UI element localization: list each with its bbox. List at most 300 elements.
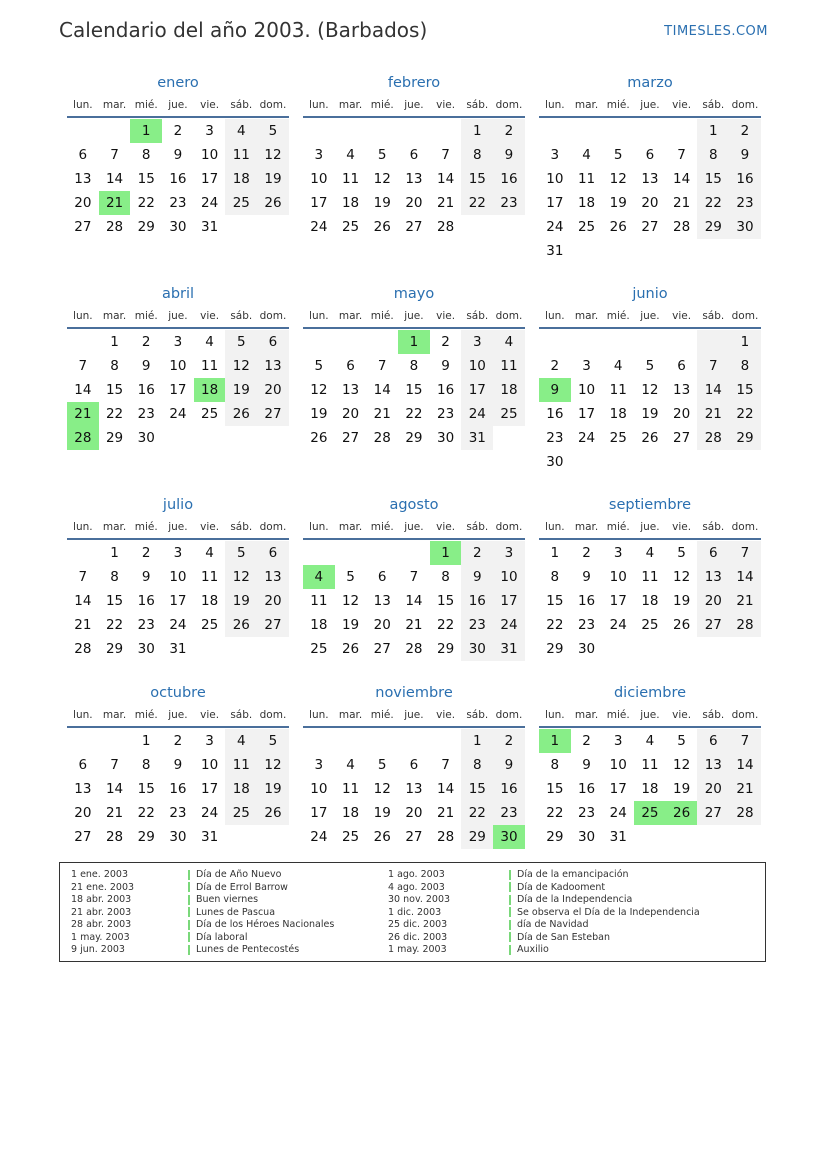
- day-cell[interactable]: 27: [257, 402, 289, 426]
- day-cell[interactable]: 19: [641, 406, 659, 422]
- day-cell[interactable]: 23: [546, 430, 564, 446]
- day-cell[interactable]: 8: [461, 143, 493, 167]
- day-cell[interactable]: 14: [105, 171, 124, 187]
- day-cell[interactable]: 7: [110, 757, 119, 773]
- day-cell[interactable]: 19: [310, 406, 328, 422]
- day-cell[interactable]: 7: [697, 354, 729, 378]
- day-cell[interactable]: 24: [609, 617, 627, 633]
- day-cell[interactable]: 20: [641, 195, 659, 211]
- day-cell[interactable]: 28: [373, 430, 391, 446]
- day-cell[interactable]: 12: [257, 753, 289, 777]
- day-cell[interactable]: 20: [405, 195, 423, 211]
- day-cell[interactable]: 16: [137, 382, 155, 398]
- day-cell[interactable]: 11: [341, 781, 360, 797]
- day-cell[interactable]: 26: [225, 613, 257, 637]
- day-cell[interactable]: 27: [405, 219, 423, 235]
- day-cell[interactable]: 22: [697, 191, 729, 215]
- day-cell[interactable]: 8: [110, 358, 119, 374]
- day-cell[interactable]: 11: [201, 358, 219, 374]
- day-cell[interactable]: 30: [461, 637, 493, 661]
- day-cell[interactable]: 16: [461, 589, 493, 613]
- day-cell[interactable]: 3: [314, 757, 324, 773]
- holiday-day-cell[interactable]: 21: [99, 191, 131, 215]
- day-cell[interactable]: 28: [729, 613, 761, 637]
- day-cell[interactable]: 6: [78, 757, 88, 773]
- day-cell[interactable]: 5: [225, 541, 257, 565]
- day-cell[interactable]: 30: [577, 641, 596, 657]
- day-cell[interactable]: 25: [493, 402, 525, 426]
- day-cell[interactable]: 6: [697, 729, 729, 753]
- day-cell[interactable]: 3: [582, 358, 591, 374]
- day-cell[interactable]: 11: [493, 354, 525, 378]
- day-cell[interactable]: 27: [673, 430, 691, 446]
- day-cell[interactable]: 13: [74, 171, 92, 187]
- day-cell[interactable]: 18: [310, 617, 328, 633]
- day-cell[interactable]: 24: [493, 613, 525, 637]
- day-cell[interactable]: 11: [310, 593, 328, 609]
- day-cell[interactable]: 30: [169, 829, 187, 845]
- day-cell[interactable]: 12: [373, 171, 391, 187]
- day-cell[interactable]: 15: [546, 593, 564, 609]
- day-cell[interactable]: 27: [697, 613, 729, 637]
- day-cell[interactable]: 17: [310, 805, 328, 821]
- day-cell[interactable]: 30: [137, 430, 155, 446]
- day-cell[interactable]: 13: [373, 593, 391, 609]
- day-cell[interactable]: 18: [341, 805, 360, 821]
- day-cell[interactable]: 22: [461, 801, 493, 825]
- day-cell[interactable]: 14: [437, 781, 455, 797]
- day-cell[interactable]: 14: [729, 753, 761, 777]
- day-cell[interactable]: 23: [437, 406, 455, 422]
- day-cell[interactable]: 2: [550, 358, 560, 374]
- day-cell[interactable]: 23: [577, 805, 596, 821]
- day-cell[interactable]: 20: [373, 617, 391, 633]
- day-cell[interactable]: 27: [697, 801, 729, 825]
- brand-link[interactable]: TIMESLES.COM: [664, 24, 768, 39]
- day-cell[interactable]: 29: [697, 215, 729, 239]
- day-cell[interactable]: 2: [461, 541, 493, 565]
- day-cell[interactable]: 31: [201, 219, 219, 235]
- day-cell[interactable]: 29: [546, 641, 564, 657]
- day-cell[interactable]: 19: [373, 805, 391, 821]
- day-cell[interactable]: 5: [346, 569, 355, 585]
- day-cell[interactable]: 11: [225, 753, 257, 777]
- day-cell[interactable]: 13: [697, 565, 729, 589]
- day-cell[interactable]: 25: [641, 617, 659, 633]
- day-cell[interactable]: 12: [341, 593, 360, 609]
- day-cell[interactable]: 24: [577, 430, 596, 446]
- day-cell[interactable]: 25: [609, 430, 627, 446]
- day-cell[interactable]: 18: [201, 593, 219, 609]
- day-cell[interactable]: 8: [697, 143, 729, 167]
- day-cell[interactable]: 26: [257, 191, 289, 215]
- day-cell[interactable]: 22: [137, 195, 155, 211]
- day-cell[interactable]: 5: [225, 330, 257, 354]
- day-cell[interactable]: 26: [373, 219, 391, 235]
- day-cell[interactable]: 9: [493, 753, 525, 777]
- day-cell[interactable]: 29: [105, 430, 124, 446]
- day-cell[interactable]: 6: [409, 757, 419, 773]
- day-cell[interactable]: 3: [493, 541, 525, 565]
- day-cell[interactable]: 21: [105, 805, 124, 821]
- day-cell[interactable]: 15: [729, 378, 761, 402]
- day-cell[interactable]: 22: [461, 191, 493, 215]
- day-cell[interactable]: 14: [373, 382, 391, 398]
- day-cell[interactable]: 24: [461, 402, 493, 426]
- day-cell[interactable]: 10: [609, 569, 627, 585]
- day-cell[interactable]: 7: [78, 358, 88, 374]
- day-cell[interactable]: 7: [78, 569, 88, 585]
- day-cell[interactable]: 17: [609, 593, 627, 609]
- day-cell[interactable]: 3: [550, 147, 560, 163]
- day-cell[interactable]: 23: [729, 191, 761, 215]
- day-cell[interactable]: 4: [645, 545, 655, 561]
- day-cell[interactable]: 15: [546, 781, 564, 797]
- day-cell[interactable]: 17: [609, 781, 627, 797]
- day-cell[interactable]: 15: [405, 382, 423, 398]
- day-cell[interactable]: 3: [205, 733, 214, 749]
- day-cell[interactable]: 21: [697, 402, 729, 426]
- day-cell[interactable]: 17: [493, 589, 525, 613]
- holiday-day-cell[interactable]: 1: [130, 119, 162, 143]
- day-cell[interactable]: 21: [373, 406, 391, 422]
- day-cell[interactable]: 14: [405, 593, 423, 609]
- day-cell[interactable]: 19: [673, 593, 691, 609]
- day-cell[interactable]: 21: [729, 589, 761, 613]
- day-cell[interactable]: 9: [582, 569, 591, 585]
- day-cell[interactable]: 10: [201, 147, 219, 163]
- day-cell[interactable]: 28: [405, 641, 423, 657]
- day-cell[interactable]: 20: [257, 589, 289, 613]
- day-cell[interactable]: 29: [546, 829, 564, 845]
- day-cell[interactable]: 12: [225, 354, 257, 378]
- day-cell[interactable]: 12: [609, 171, 627, 187]
- day-cell[interactable]: 12: [641, 382, 659, 398]
- day-cell[interactable]: 6: [377, 569, 387, 585]
- day-cell[interactable]: 25: [201, 406, 219, 422]
- day-cell[interactable]: 22: [437, 617, 455, 633]
- day-cell[interactable]: 7: [441, 147, 450, 163]
- holiday-day-cell[interactable]: 1: [539, 729, 571, 753]
- holiday-day-cell[interactable]: 4: [303, 565, 335, 589]
- day-cell[interactable]: 16: [577, 593, 596, 609]
- day-cell[interactable]: 18: [577, 195, 596, 211]
- day-cell[interactable]: 15: [461, 777, 493, 801]
- day-cell[interactable]: 31: [609, 829, 627, 845]
- day-cell[interactable]: 13: [257, 565, 289, 589]
- day-cell[interactable]: 15: [697, 167, 729, 191]
- day-cell[interactable]: 4: [205, 545, 214, 561]
- day-cell[interactable]: 28: [105, 829, 124, 845]
- day-cell[interactable]: 21: [74, 617, 92, 633]
- day-cell[interactable]: 20: [697, 589, 729, 613]
- day-cell[interactable]: 3: [314, 147, 324, 163]
- day-cell[interactable]: 8: [550, 569, 560, 585]
- day-cell[interactable]: 29: [105, 641, 124, 657]
- day-cell[interactable]: 27: [341, 430, 360, 446]
- day-cell[interactable]: 25: [310, 641, 328, 657]
- day-cell[interactable]: 30: [729, 215, 761, 239]
- day-cell[interactable]: 20: [405, 805, 423, 821]
- day-cell[interactable]: 25: [341, 829, 360, 845]
- day-cell[interactable]: 16: [493, 777, 525, 801]
- day-cell[interactable]: 27: [405, 829, 423, 845]
- day-cell[interactable]: 14: [673, 171, 691, 187]
- day-cell[interactable]: 30: [169, 219, 187, 235]
- day-cell[interactable]: 24: [169, 617, 187, 633]
- day-cell[interactable]: 21: [729, 777, 761, 801]
- day-cell[interactable]: 12: [673, 569, 691, 585]
- day-cell[interactable]: 13: [257, 354, 289, 378]
- day-cell[interactable]: 9: [173, 147, 183, 163]
- day-cell[interactable]: 1: [461, 729, 493, 753]
- day-cell[interactable]: 12: [257, 143, 289, 167]
- day-cell[interactable]: 20: [74, 195, 92, 211]
- holiday-day-cell[interactable]: 25: [634, 801, 666, 825]
- day-cell[interactable]: 8: [461, 753, 493, 777]
- day-cell[interactable]: 2: [141, 334, 151, 350]
- day-cell[interactable]: 4: [613, 358, 623, 374]
- day-cell[interactable]: 18: [225, 167, 257, 191]
- day-cell[interactable]: 28: [74, 641, 92, 657]
- day-cell[interactable]: 2: [729, 119, 761, 143]
- day-cell[interactable]: 16: [577, 781, 596, 797]
- day-cell[interactable]: 13: [673, 382, 691, 398]
- day-cell[interactable]: 16: [729, 167, 761, 191]
- day-cell[interactable]: 29: [137, 829, 155, 845]
- day-cell[interactable]: 1: [141, 733, 151, 749]
- day-cell[interactable]: 31: [546, 243, 564, 259]
- day-cell[interactable]: 28: [697, 426, 729, 450]
- day-cell[interactable]: 10: [461, 354, 493, 378]
- day-cell[interactable]: 1: [697, 119, 729, 143]
- day-cell[interactable]: 1: [110, 545, 119, 561]
- day-cell[interactable]: 10: [201, 757, 219, 773]
- day-cell[interactable]: 1: [550, 545, 560, 561]
- day-cell[interactable]: 19: [609, 195, 627, 211]
- day-cell[interactable]: 3: [205, 123, 214, 139]
- day-cell[interactable]: 22: [105, 617, 124, 633]
- holiday-day-cell[interactable]: 30: [493, 825, 525, 849]
- day-cell[interactable]: 4: [645, 733, 655, 749]
- day-cell[interactable]: 27: [74, 219, 92, 235]
- day-cell[interactable]: 28: [673, 219, 691, 235]
- day-cell[interactable]: 24: [310, 219, 328, 235]
- day-cell[interactable]: 14: [74, 593, 92, 609]
- day-cell[interactable]: 13: [405, 781, 423, 797]
- day-cell[interactable]: 5: [613, 147, 623, 163]
- day-cell[interactable]: 4: [582, 147, 591, 163]
- day-cell[interactable]: 5: [377, 757, 387, 773]
- day-cell[interactable]: 14: [697, 378, 729, 402]
- day-cell[interactable]: 2: [493, 119, 525, 143]
- day-cell[interactable]: 15: [105, 593, 124, 609]
- day-cell[interactable]: 19: [225, 589, 257, 613]
- day-cell[interactable]: 22: [405, 406, 423, 422]
- day-cell[interactable]: 23: [169, 195, 187, 211]
- day-cell[interactable]: 4: [346, 757, 355, 773]
- day-cell[interactable]: 5: [677, 733, 686, 749]
- holiday-day-cell[interactable]: 18: [194, 378, 226, 402]
- day-cell[interactable]: 19: [225, 378, 257, 402]
- day-cell[interactable]: 31: [201, 829, 219, 845]
- day-cell[interactable]: 28: [437, 829, 455, 845]
- day-cell[interactable]: 12: [373, 781, 391, 797]
- holiday-day-cell[interactable]: 28: [67, 426, 99, 450]
- day-cell[interactable]: 30: [577, 829, 596, 845]
- day-cell[interactable]: 31: [169, 641, 187, 657]
- day-cell[interactable]: 23: [461, 613, 493, 637]
- day-cell[interactable]: 19: [373, 195, 391, 211]
- day-cell[interactable]: 16: [169, 171, 187, 187]
- day-cell[interactable]: 21: [437, 805, 455, 821]
- day-cell[interactable]: 29: [437, 641, 455, 657]
- day-cell[interactable]: 15: [461, 167, 493, 191]
- day-cell[interactable]: 10: [169, 569, 187, 585]
- day-cell[interactable]: 16: [546, 406, 564, 422]
- day-cell[interactable]: 17: [310, 195, 328, 211]
- day-cell[interactable]: 11: [609, 382, 627, 398]
- day-cell[interactable]: 3: [613, 545, 623, 561]
- holiday-day-cell[interactable]: 26: [666, 801, 698, 825]
- day-cell[interactable]: 17: [169, 382, 187, 398]
- day-cell[interactable]: 8: [110, 569, 119, 585]
- day-cell[interactable]: 21: [405, 617, 423, 633]
- day-cell[interactable]: 13: [341, 382, 360, 398]
- day-cell[interactable]: 24: [310, 829, 328, 845]
- day-cell[interactable]: 23: [493, 191, 525, 215]
- day-cell[interactable]: 19: [257, 777, 289, 801]
- day-cell[interactable]: 20: [257, 378, 289, 402]
- day-cell[interactable]: 15: [105, 382, 124, 398]
- day-cell[interactable]: 5: [257, 729, 289, 753]
- day-cell[interactable]: 2: [173, 123, 183, 139]
- day-cell[interactable]: 11: [577, 171, 596, 187]
- day-cell[interactable]: 2: [141, 545, 151, 561]
- day-cell[interactable]: 3: [461, 330, 493, 354]
- day-cell[interactable]: 29: [729, 426, 761, 450]
- day-cell[interactable]: 20: [74, 805, 92, 821]
- day-cell[interactable]: 26: [641, 430, 659, 446]
- day-cell[interactable]: 20: [673, 406, 691, 422]
- day-cell[interactable]: 2: [582, 733, 591, 749]
- day-cell[interactable]: 15: [437, 593, 455, 609]
- day-cell[interactable]: 11: [341, 171, 360, 187]
- day-cell[interactable]: 8: [141, 757, 151, 773]
- day-cell[interactable]: 7: [729, 541, 761, 565]
- day-cell[interactable]: 18: [609, 406, 627, 422]
- day-cell[interactable]: 24: [201, 805, 219, 821]
- day-cell[interactable]: 7: [110, 147, 119, 163]
- day-cell[interactable]: 10: [310, 171, 328, 187]
- day-cell[interactable]: 4: [225, 119, 257, 143]
- day-cell[interactable]: 18: [641, 593, 659, 609]
- day-cell[interactable]: 16: [437, 382, 455, 398]
- day-cell[interactable]: 8: [441, 569, 450, 585]
- day-cell[interactable]: 28: [437, 219, 455, 235]
- day-cell[interactable]: 26: [341, 641, 360, 657]
- day-cell[interactable]: 24: [609, 805, 627, 821]
- day-cell[interactable]: 26: [609, 219, 627, 235]
- day-cell[interactable]: 28: [729, 801, 761, 825]
- day-cell[interactable]: 2: [493, 729, 525, 753]
- day-cell[interactable]: 7: [409, 569, 419, 585]
- day-cell[interactable]: 9: [441, 358, 450, 374]
- day-cell[interactable]: 20: [697, 777, 729, 801]
- day-cell[interactable]: 9: [582, 757, 591, 773]
- day-cell[interactable]: 24: [169, 406, 187, 422]
- day-cell[interactable]: 26: [257, 801, 289, 825]
- day-cell[interactable]: 8: [550, 757, 560, 773]
- day-cell[interactable]: 8: [729, 354, 761, 378]
- day-cell[interactable]: 9: [461, 565, 493, 589]
- day-cell[interactable]: 3: [173, 545, 183, 561]
- holiday-day-cell[interactable]: 1: [398, 330, 430, 354]
- day-cell[interactable]: 22: [137, 805, 155, 821]
- day-cell[interactable]: 6: [257, 541, 289, 565]
- day-cell[interactable]: 9: [493, 143, 525, 167]
- day-cell[interactable]: 7: [377, 358, 387, 374]
- day-cell[interactable]: 23: [577, 617, 596, 633]
- day-cell[interactable]: 16: [137, 593, 155, 609]
- day-cell[interactable]: 22: [546, 617, 564, 633]
- day-cell[interactable]: 6: [677, 358, 686, 374]
- day-cell[interactable]: 23: [493, 801, 525, 825]
- day-cell[interactable]: 5: [645, 358, 655, 374]
- day-cell[interactable]: 19: [341, 617, 360, 633]
- day-cell[interactable]: 23: [169, 805, 187, 821]
- day-cell[interactable]: 3: [613, 733, 623, 749]
- day-cell[interactable]: 21: [673, 195, 691, 211]
- holiday-day-cell[interactable]: 21: [67, 402, 99, 426]
- day-cell[interactable]: 15: [137, 781, 155, 797]
- day-cell[interactable]: 7: [441, 757, 450, 773]
- day-cell[interactable]: 14: [74, 382, 92, 398]
- day-cell[interactable]: 14: [729, 565, 761, 589]
- day-cell[interactable]: 17: [546, 195, 564, 211]
- day-cell[interactable]: 4: [346, 147, 355, 163]
- day-cell[interactable]: 1: [729, 330, 761, 354]
- day-cell[interactable]: 5: [257, 119, 289, 143]
- day-cell[interactable]: 25: [341, 219, 360, 235]
- day-cell[interactable]: 24: [201, 195, 219, 211]
- day-cell[interactable]: 6: [78, 147, 88, 163]
- day-cell[interactable]: 9: [141, 569, 151, 585]
- day-cell[interactable]: 6: [257, 330, 289, 354]
- day-cell[interactable]: 13: [641, 171, 659, 187]
- day-cell[interactable]: 25: [225, 801, 257, 825]
- day-cell[interactable]: 9: [729, 143, 761, 167]
- day-cell[interactable]: 17: [201, 781, 219, 797]
- day-cell[interactable]: 30: [437, 430, 455, 446]
- day-cell[interactable]: 16: [169, 781, 187, 797]
- day-cell[interactable]: 17: [577, 406, 596, 422]
- day-cell[interactable]: 13: [74, 781, 92, 797]
- day-cell[interactable]: 10: [310, 781, 328, 797]
- day-cell[interactable]: 13: [697, 753, 729, 777]
- day-cell[interactable]: 27: [74, 829, 92, 845]
- day-cell[interactable]: 25: [577, 219, 596, 235]
- day-cell[interactable]: 10: [546, 171, 564, 187]
- day-cell[interactable]: 25: [225, 191, 257, 215]
- day-cell[interactable]: 6: [346, 358, 355, 374]
- day-cell[interactable]: 11: [225, 143, 257, 167]
- day-cell[interactable]: 30: [137, 641, 155, 657]
- day-cell[interactable]: 1: [110, 334, 119, 350]
- day-cell[interactable]: 7: [677, 147, 686, 163]
- day-cell[interactable]: 4: [493, 330, 525, 354]
- day-cell[interactable]: 12: [673, 757, 691, 773]
